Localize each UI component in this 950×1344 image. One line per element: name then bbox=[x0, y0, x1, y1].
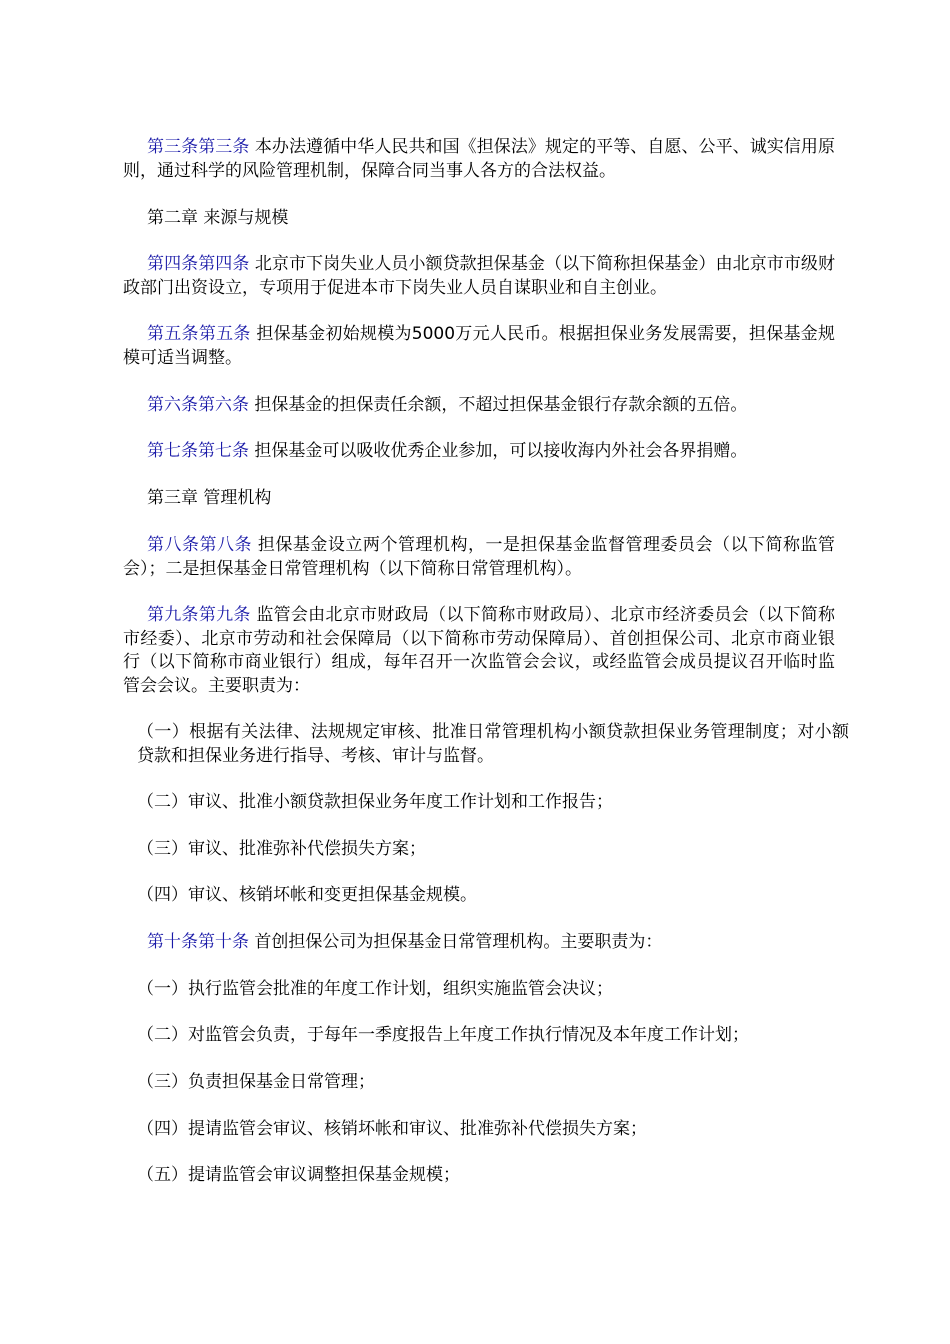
article-label: 第十条第十条 bbox=[147, 932, 249, 952]
article-text: 本办法遵循中华人民共和国《担保法》规定的平等、自愿、公平、诚实信用原则，通过科学的风险管理机制，保障合同当事人各方的合法权益。 bbox=[123, 137, 835, 181]
article-9-item-3: （三）审议、批准弥补代偿损失方案； bbox=[137, 839, 426, 859]
article-label: 第八条第八条 bbox=[147, 535, 253, 555]
article-9 bbox=[123, 604, 835, 698]
article-label: 第七条第七条 bbox=[147, 441, 249, 461]
article-text: 担保基金的担保责任余额，不超过担保基金银行存款余额的五倍。 bbox=[249, 395, 748, 415]
article-text: 首创担保公司为担保基金日常管理机构。主要职责为： bbox=[249, 932, 663, 952]
article-10-item-5: （五）提请监管会审议调整担保基金规模； bbox=[137, 1165, 460, 1185]
article-9-item-2: （二）审议、批准小额贷款担保业务年度工作计划和工作报告； bbox=[137, 792, 613, 812]
article-label: 第四条第四条 bbox=[147, 254, 250, 274]
article-4 bbox=[123, 253, 835, 300]
article-8 bbox=[123, 534, 835, 581]
article-label: 第六条第六条 bbox=[147, 395, 249, 415]
article-label: 第九条第九条 bbox=[147, 605, 251, 625]
article-text: 担保基金初始规模为5000万元人民币。根据担保业务发展需要，担保基金规模可适当调整。 bbox=[123, 324, 836, 368]
chapter-2-heading: 第二章 来源与规模 bbox=[147, 208, 289, 228]
article-10-item-1: （一）执行监管会批准的年度工作计划，组织实施监管会决议； bbox=[137, 979, 613, 999]
article-3 bbox=[123, 136, 835, 183]
article-6 bbox=[123, 394, 835, 418]
chapter-3-heading: 第三章 管理机构 bbox=[147, 488, 272, 508]
article-5 bbox=[123, 323, 835, 370]
article-7 bbox=[123, 440, 835, 464]
article-10-item-4: （四）提请监管会审议、核销坏帐和审议、批准弥补代偿损失方案； bbox=[137, 1119, 647, 1139]
article-9-item-1: （一）根据有关法律、法规规定审核、批准日常管理机构小额贷款担保业务管理制度；对小额贷款和担保业务进行指导、考核、审计与监督。 bbox=[137, 722, 849, 766]
article-10-item-3: （三）负责担保基金日常管理； bbox=[137, 1072, 375, 1092]
article-label: 第五条第五条 bbox=[147, 324, 251, 344]
article-text: 担保基金设立两个管理机构，一是担保基金监督管理委员会（以下简称监管会）；二是担保基金日常管理机构（以下简称日常管理机构）。 bbox=[123, 535, 835, 579]
article-10-item-2: （二）对监管会负责，于每年一季度报告上年度工作执行情况及本年度工作计划； bbox=[137, 1025, 749, 1045]
article-text: 北京市下岗失业人员小额贷款担保基金（以下简称担保基金）由北京市市级财政部门出资设立，专项用于促进本市下岗失业人员自谋职业和自主创业。 bbox=[123, 254, 835, 298]
article-text: 监管会由北京市财政局（以下简称市财政局）、北京市经济委员会（以下简称市经委）、北京市劳动和社会保障局（以下简称市劳动保障局）、首创担保公司、北京市商业银行（以下简称市商业银行）组成，每年召开一次监管会会议，或经监管会成员提议召开临时监管会会议。主要职责为： bbox=[123, 605, 836, 696]
article-9-item-4: （四）审议、核销坏帐和变更担保基金规模。 bbox=[137, 885, 477, 905]
article-text: 担保基金可以吸收优秀企业参加，可以接收海内外社会各界捐赠。 bbox=[249, 441, 748, 461]
article-label: 第三条第三条 bbox=[147, 137, 250, 157]
article-10 bbox=[123, 931, 835, 955]
